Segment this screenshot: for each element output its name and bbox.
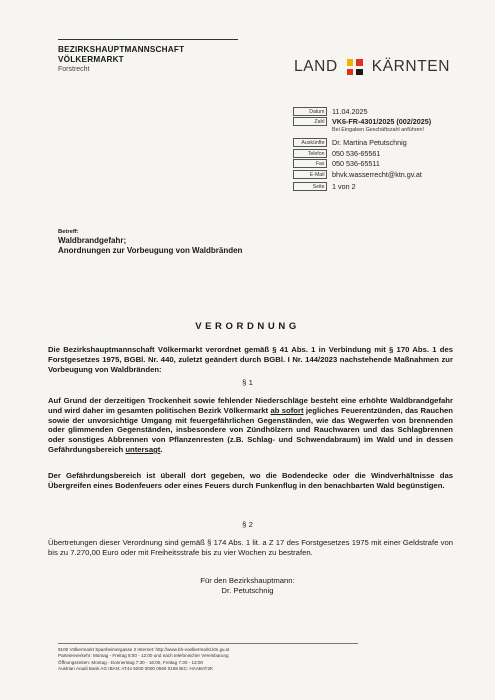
underlined-untersagt: untersagt (125, 444, 161, 454)
meta-value-seite: 1 von 2 (332, 182, 356, 192)
meta-value-auskuenfte: Dr. Martina Petutschnig (332, 137, 407, 147)
sender-department: Forstrecht (58, 66, 90, 73)
meta-row-auskuenfte (293, 137, 468, 148)
logo-word-land: LAND (294, 58, 338, 75)
sender-block (58, 45, 184, 75)
footer-address: 9100 Völkermarkt Spanheimergasse 2 Internet: http://www.bh-voelkermarkt.ktn.gv.at (58, 647, 230, 652)
sender-authority: BEZIRKSHAUPTMANNSCHAFT (58, 45, 185, 54)
section-1-label: § 1 (242, 378, 253, 387)
subject-line-1: Waldbrandgefahr; (58, 236, 127, 245)
intro-paragraph: Die Bezirkshauptmannschaft Völkermarkt verordnet gemäß § 41 Abs. 1 in Verbindung mit § 170 Abs. 1 des Forstgesetzes 1975, BGBl. Nr. 440, zuletzt geändert durch BGBl. I Nr. 144/2023 nachstehende Maßnahmen zur Vorbeugung von Waldbränden: (48, 345, 453, 374)
section-2-paragraph: Übertretungen dieser Verordnung sind gemäß § 174 Abs. 1 lit. a Z 17 des Forstgesetzes 1975 mit einer Geldstrafe von bis zu 7.270,00 Euro oder mit Freiheitsstrafe bis zu vier Wochen zu bestrafen. (48, 538, 453, 557)
sender-district: VÖLKERMARKT (58, 55, 124, 64)
meta-row-email (293, 169, 468, 180)
section-1-paragraph-1: Auf Grund der derzeitigen Trockenheit sowie fehlender Niederschläge besteht eine erhöhte Waldbrandgefahr und wird daher im gesamten politischen Bezirk Völkermarkt ab sofort jegliches Feuerentzünden, das Rauchen sowie der unvorsichtige Umgang mit feuergefährlichen Gegenständen, wie das Wegwerfen von brennenden oder glimmenden Gegenständen, insbesondere von Zündhölzern und Rauchwaren und das Schlagbrennen oder sonstiges Abbrennen von Pflanzenresten (z.B. Schlag- und Schwendabraum) im Wald und in dessen Gefährdungsbereich untersagt. (48, 396, 453, 454)
meta-label-zahl: Zahl (293, 117, 327, 126)
footer (58, 647, 229, 672)
meta-row-zahl (293, 117, 468, 128)
subject-block (58, 228, 242, 256)
land-kaernten-logo (294, 56, 450, 78)
section-1-paragraph-2: Der Gefährdungsbereich ist überall dort gegeben, wo die Bodendecke oder die Windverhältnisse das Übergreifen eines Bodenfeuers oder eines Feuers durch Funkenflug in den benachbarten Wald begünstigen. (48, 471, 453, 490)
meta-value-email[interactable]: bhvk.wasserrecht@ktn.gv.at (332, 169, 422, 179)
meta-value-datum: 11.04.2025 (332, 106, 368, 116)
meta-row-datum (293, 106, 468, 117)
footer-divider (58, 643, 358, 644)
sender-divider (58, 39, 238, 40)
reference-table (293, 106, 468, 192)
underlined-ab-sofort: ab sofort (270, 405, 304, 415)
footer-office-hours: Parteienverkehr: Montag - Freitag 8:00 - 12:00 und nach telefonischer Vereinbarung (58, 653, 229, 659)
signature-line-1: Für den Bezirkshauptmann: (200, 576, 295, 585)
meta-label-seite: Seite (293, 182, 327, 191)
logo-mark-icon (347, 59, 363, 75)
meta-value-fax: 050 536-65511 (332, 159, 380, 169)
document-heading: VERORDNUNG (195, 321, 300, 332)
meta-value-zahl: VK6-FR-4301/2025 (002/2025) (332, 117, 432, 127)
meta-row-seite (293, 182, 468, 193)
meta-row-fax (293, 158, 468, 169)
subject-line-2: Anordnungen zur Vorbeugung von Waldbränden (58, 246, 243, 255)
footer-opening-times: Öffnungszeiten: Montag - Donnerstag 7:30 - 16:00, Freitag 7:30 - 13:00 (58, 659, 203, 665)
signature-name: Dr. Petutschnig (221, 586, 274, 595)
meta-row-telefon (293, 148, 468, 159)
meta-label-email: E-Mail (293, 170, 327, 179)
footer-bank: Austrian Anadi Bank AG IBAN: AT44 5200 0000 0550 0168 BIC: HAABAT2K (58, 665, 214, 671)
meta-value-telefon: 050 536-65561 (332, 148, 381, 158)
meta-label-auskuenfte: Auskünfte (293, 138, 327, 147)
section-2-label: § 2 (242, 520, 253, 529)
meta-label-telefon: Telefon (293, 149, 327, 158)
meta-reference-note: Bei Eingaben Geschäftszahl anführen! (332, 127, 425, 134)
signature-block (0, 576, 495, 596)
logo-word-kaernten: KÄRNTEN (371, 58, 451, 75)
meta-label-fax: Fax (293, 159, 327, 168)
subject-label: Betreff: (58, 229, 79, 235)
meta-label-datum: Datum (293, 107, 327, 116)
